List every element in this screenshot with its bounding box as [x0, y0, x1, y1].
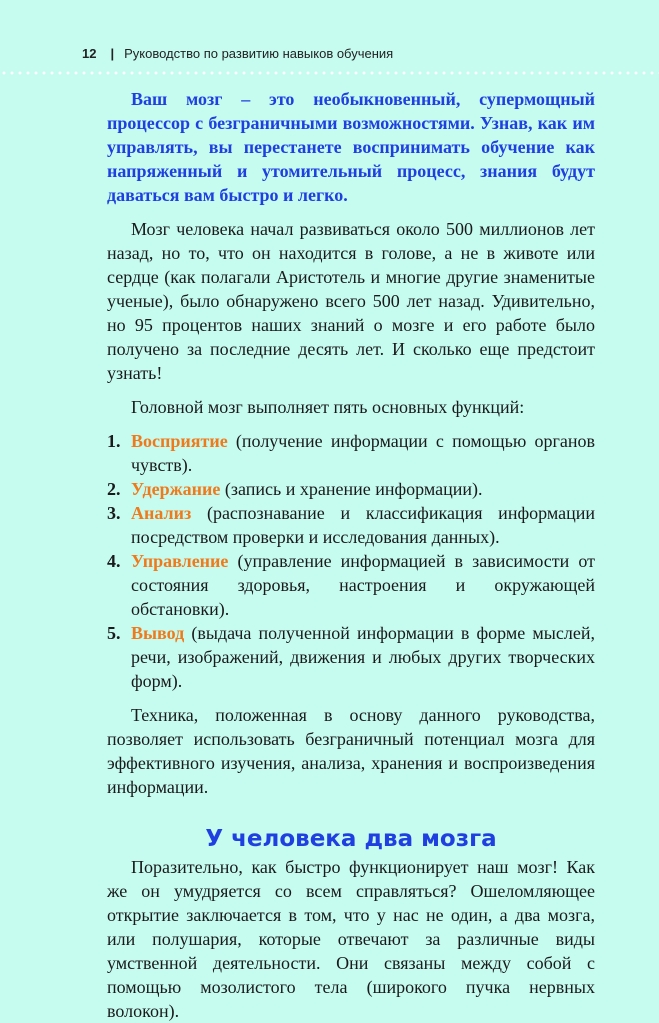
history-paragraph: Мозг человека начал развиваться около 500 миллионов лет назад, но то, что он находится в голове, а не в животе или сердце (как полагали Аристотель и многие другие знаменитые ученые), было обнаружено всего 500 лет назад. Удивительно, но 95 процентов наших знаний о мозге и его работе было получено за последние десять лет. И сколько еще предстоит узнать!	[107, 219, 595, 383]
section-heading: У человека два мозга	[205, 826, 497, 852]
list-item	[107, 549, 595, 621]
page-number: 12	[82, 46, 97, 61]
list-number: 4.	[107, 551, 121, 571]
functions-intro: Головной мозг выполняет пять основных функций:	[131, 397, 525, 417]
function-description: (распознавание и классификация информации посредством проверки и исследования данных).	[131, 503, 595, 547]
technique-paragraph: Техника, положенная в основу данного руководства, позволяет использовать безграничный потенциал мозга для эффективного изучения, анализа, хранения и воспроизведения информации.	[107, 705, 595, 797]
list-number: 3.	[107, 503, 121, 523]
page-body	[107, 87, 595, 1023]
function-description: (получение информации с помощью органов чувств).	[131, 431, 595, 475]
function-description: (запись и хранение информации).	[220, 479, 483, 499]
function-term: Управление	[131, 551, 229, 571]
function-term: Восприятие	[131, 431, 228, 451]
list-item	[107, 501, 595, 549]
function-description: (управление информацией в зависимости от состояния здоровья, настроения и окружающей обстановки).	[131, 551, 595, 619]
running-title: Руководство по развитию навыков обучения	[124, 46, 394, 61]
header-separator: |	[110, 46, 115, 61]
list-item	[107, 621, 595, 693]
list-number: 5.	[107, 623, 121, 643]
function-description: (выдача полученной информации в форме мыслей, речи, изображений, движения и любых других творческих форм).	[131, 623, 595, 691]
list-number: 1.	[107, 431, 121, 451]
lead-paragraph: Ваш мозг – это необыкновенный, супермощный процессор с безграничными возможностями. Узнав, как им управлять, вы перестанете воспринимать обучение как напряженный и утомительный процесс, знания будут даваться вам быстро и легко.	[107, 89, 595, 205]
function-term: Вывод	[131, 623, 185, 643]
list-item	[107, 429, 595, 477]
dotted-divider	[0, 71, 659, 75]
running-header	[82, 46, 393, 61]
function-term: Удержание	[131, 479, 221, 499]
functions-list	[107, 429, 595, 693]
list-item	[107, 477, 595, 501]
list-number: 2.	[107, 479, 121, 499]
section-paragraph: Поразительно, как быстро функционирует наш мозг! Как же он умудряется со всем справляться? Ошеломляющее открытие заключается в том, что у нас не один, а два мозга, или полушария, которые отвечают за различные виды умственной деятельности. Они связаны между собой с помощью мозолистого тела (широкого пучка нервных волокон).	[107, 857, 595, 1021]
function-term: Анализ	[131, 503, 192, 523]
